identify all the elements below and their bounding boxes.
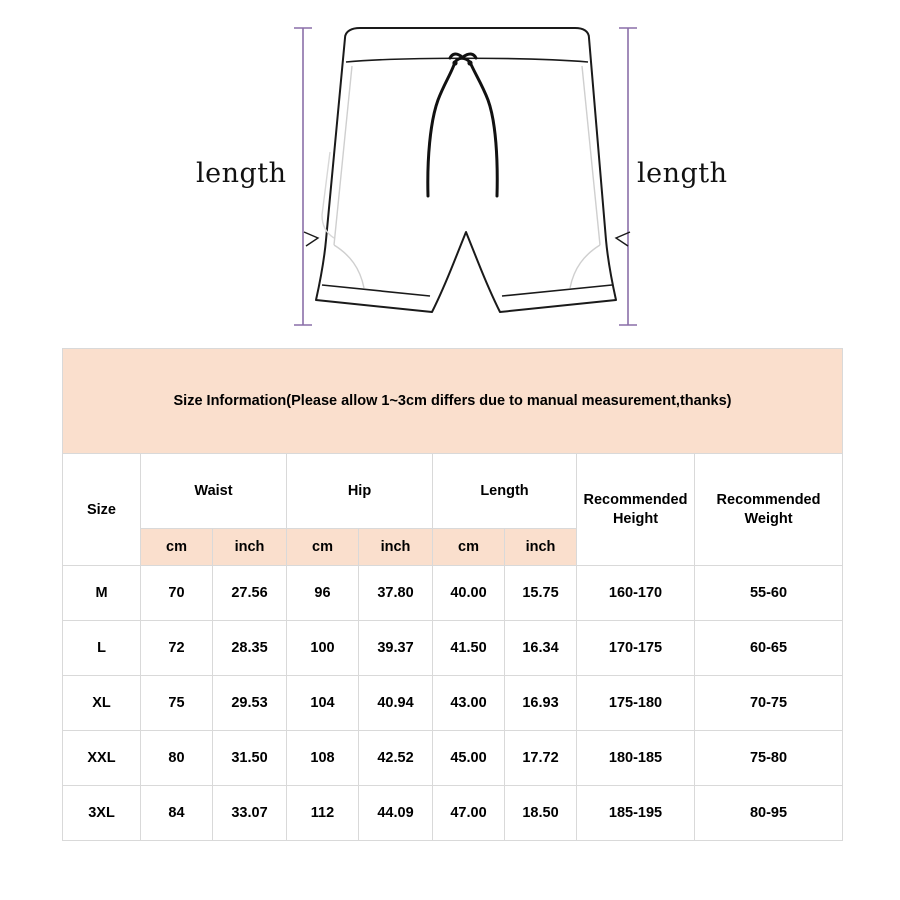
- header-recommended-weight: Recommended Weight: [695, 454, 843, 566]
- cell-waist-inch: 29.53: [213, 676, 287, 731]
- cell-size: XXL: [63, 731, 141, 786]
- cell-weight-kg: 70-75: [695, 676, 843, 731]
- shorts-illustration: [0, 0, 900, 345]
- length-label-left: length: [196, 158, 287, 189]
- cell-waist-cm: 70: [141, 566, 213, 621]
- cell-length-cm: 45.00: [433, 731, 505, 786]
- unit-hip-inch: inch: [359, 529, 433, 566]
- cell-length-inch: 16.93: [505, 676, 577, 731]
- size-diagram: [0, 0, 900, 345]
- cell-hip-inch: 39.37: [359, 621, 433, 676]
- cell-length-cm: 41.50: [433, 621, 505, 676]
- cell-height-cm: 170-175: [577, 621, 695, 676]
- cell-hip-cm: 108: [287, 731, 359, 786]
- cell-length-inch: 17.72: [505, 731, 577, 786]
- cell-hip-inch: 42.52: [359, 731, 433, 786]
- cell-size: XL: [63, 676, 141, 731]
- table-row: [63, 786, 843, 841]
- cell-length-inch: 16.34: [505, 621, 577, 676]
- cell-waist-inch: 28.35: [213, 621, 287, 676]
- cell-height-cm: 175-180: [577, 676, 695, 731]
- table-row: [63, 676, 843, 731]
- header-size: Size: [63, 454, 141, 566]
- cell-weight-kg: 60-65: [695, 621, 843, 676]
- cell-size: L: [63, 621, 141, 676]
- table-row: [63, 566, 843, 621]
- table-row: [63, 731, 843, 786]
- cell-length-cm: 47.00: [433, 786, 505, 841]
- cell-hip-inch: 40.94: [359, 676, 433, 731]
- header-waist: Waist: [141, 454, 287, 529]
- unit-length-cm: cm: [433, 529, 505, 566]
- cell-size: M: [63, 566, 141, 621]
- cell-height-cm: 180-185: [577, 731, 695, 786]
- size-info-banner: Size Information(Please allow 1~3cm differs due to manual measurement,thanks): [63, 349, 843, 454]
- header-length: Length: [433, 454, 577, 529]
- header-hip: Hip: [287, 454, 433, 529]
- cell-height-cm: 185-195: [577, 786, 695, 841]
- cell-length-cm: 40.00: [433, 566, 505, 621]
- cell-waist-inch: 27.56: [213, 566, 287, 621]
- cell-hip-inch: 44.09: [359, 786, 433, 841]
- cell-hip-inch: 37.80: [359, 566, 433, 621]
- size-chart: [62, 348, 842, 841]
- cell-hip-cm: 100: [287, 621, 359, 676]
- cell-waist-inch: 33.07: [213, 786, 287, 841]
- unit-waist-inch: inch: [213, 529, 287, 566]
- table-banner-row: [63, 349, 843, 454]
- cell-weight-kg: 80-95: [695, 786, 843, 841]
- cell-length-inch: 18.50: [505, 786, 577, 841]
- cell-length-cm: 43.00: [433, 676, 505, 731]
- cell-hip-cm: 96: [287, 566, 359, 621]
- size-table: [62, 348, 843, 841]
- table-row: [63, 621, 843, 676]
- unit-hip-cm: cm: [287, 529, 359, 566]
- cell-size: 3XL: [63, 786, 141, 841]
- header-recommended-height: Recommended Height: [577, 454, 695, 566]
- cell-length-inch: 15.75: [505, 566, 577, 621]
- cell-waist-inch: 31.50: [213, 731, 287, 786]
- cell-weight-kg: 55-60: [695, 566, 843, 621]
- unit-length-inch: inch: [505, 529, 577, 566]
- cell-waist-cm: 84: [141, 786, 213, 841]
- cell-weight-kg: 75-80: [695, 731, 843, 786]
- cell-hip-cm: 112: [287, 786, 359, 841]
- unit-waist-cm: cm: [141, 529, 213, 566]
- cell-hip-cm: 104: [287, 676, 359, 731]
- cell-waist-cm: 80: [141, 731, 213, 786]
- cell-waist-cm: 75: [141, 676, 213, 731]
- shorts-outline: [316, 28, 616, 312]
- cell-height-cm: 160-170: [577, 566, 695, 621]
- cell-waist-cm: 72: [141, 621, 213, 676]
- table-group-header-row: [63, 454, 843, 529]
- length-label-right: length: [637, 158, 728, 189]
